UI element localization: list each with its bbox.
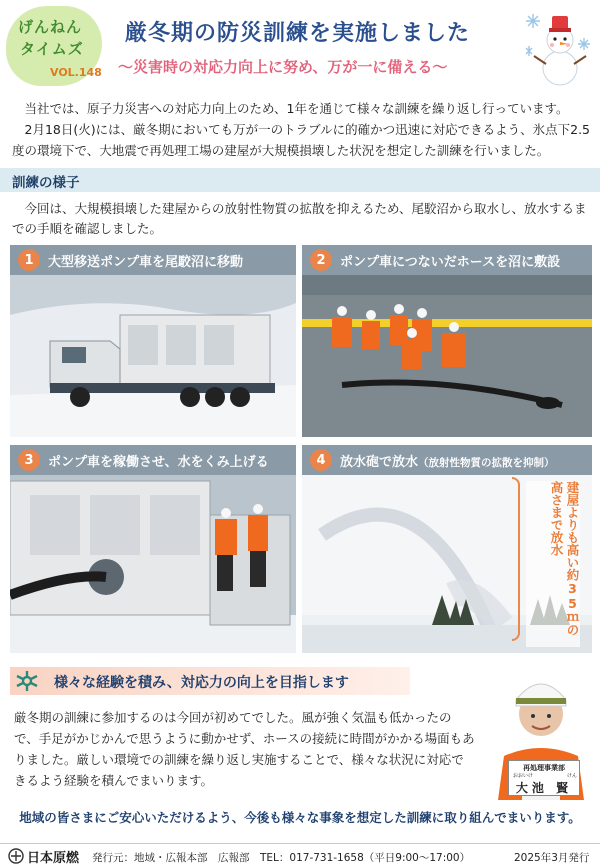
name-reading-family: おおいけ: [513, 773, 534, 779]
staff-name: 大池 賢: [515, 781, 573, 795]
name-reading: [513, 772, 577, 779]
intro-text: [12, 98, 592, 161]
water-height-callout: 建屋よりも高い約35ｍの高さまで放水: [526, 481, 580, 647]
company-name: 日本原燃: [27, 851, 80, 866]
step-header-4: [302, 445, 555, 475]
step-caption-3: ポンプ車を稼働させ、水をくみ上げる: [48, 454, 269, 470]
step-number-2: 2: [310, 249, 332, 271]
logo-line1: げんねん: [18, 18, 83, 36]
step-header-3: [10, 445, 269, 475]
snowman-icon: [522, 6, 596, 88]
page-title: 厳冬期の防災訓練を実施しました: [125, 21, 471, 46]
staff-department: 再処理事業部: [523, 764, 565, 772]
header: [0, 0, 600, 92]
step-caption-1: 大型移送ポンプ車を尾駮沼に移動: [48, 254, 244, 270]
section-heading-bar: [0, 168, 600, 192]
name-plate: [508, 760, 580, 796]
section-text: 今回は、大規模損壊した建屋からの放射性物質の拡散を抑えるため、尾駮沼から取水し、放水するまでの手順を確認しました。: [12, 201, 587, 236]
step-number-3: 3: [18, 449, 40, 471]
page-subtitle: ～災害時の対応力向上に努め、万が一に備える～: [118, 58, 448, 76]
logo-line2: タイムズ: [20, 40, 84, 58]
step-caption-4-note: （放射性物質の拡散を抑制）: [418, 456, 555, 469]
goal-heading-bar: [10, 667, 410, 695]
company-logo-icon: [8, 848, 24, 864]
footer: [0, 843, 600, 867]
closing-message: 地域の皆さまにご安心いただけるよう、今後も様々な事象を想定した訓練に取り組んでまいります。: [19, 810, 581, 825]
molecule-icon: [12, 668, 42, 694]
step-number-1: 1: [18, 249, 40, 271]
volume-number: VOL.148: [50, 66, 102, 79]
photo-hose-laying: [302, 275, 592, 437]
step-panel-1: [10, 245, 296, 437]
name-reading-given: けん: [566, 773, 577, 779]
intro-paragraph-2: 2月18日(火)には、厳冬期においても万が一のトラブルに的確かつ迅速に対応できるよう、氷点下2.5度の環境下で、大地震で再処理工場の建屋が大規模損壊した状況を想定した訓練を行いました。: [12, 122, 590, 158]
photo-pump-operation: [10, 475, 296, 653]
photo-pump-truck-moving: [10, 275, 296, 437]
publisher-info: 発行元：地域・広報本部 広報部 TEL：017-731-1658（平日9:00～17:00）: [92, 852, 471, 864]
section-heading: 訓練の様子: [12, 175, 80, 191]
callout-brace: [512, 477, 520, 641]
step-number-4: 4: [310, 449, 332, 471]
step-caption-2: ポンプ車につないだホースを沼に敷設: [340, 254, 561, 270]
step-panel-3: [10, 445, 296, 653]
step-caption-4-main: 放水砲で放水: [340, 454, 419, 470]
step-panel-4: [302, 445, 592, 653]
goal-heading: 様々な経験を積み、対応力の向上を目指します: [54, 675, 349, 691]
step-caption-4: [340, 451, 555, 470]
step-panel-2: [302, 245, 592, 437]
step-header-2: [302, 245, 560, 275]
issue-date: 2025年3月発行: [514, 852, 590, 864]
step-header-1: [10, 245, 243, 275]
staff-comment: 厳冬期の訓練に参加するのは今回が初めてでした。風が強く気温も低かったので、手足がかじかんで思うように動かせず、ホースの接続に時間がかかる場面もありました。厳しい環境での訓練を繰り返し実施することで、様々な状況に対応できるよう経験を積んでまいります。: [14, 710, 475, 788]
intro-paragraph-1: 当社では、原子力災害への対応力向上のため、1年を通じて様々な訓練を繰り返し行っています。: [24, 101, 569, 116]
